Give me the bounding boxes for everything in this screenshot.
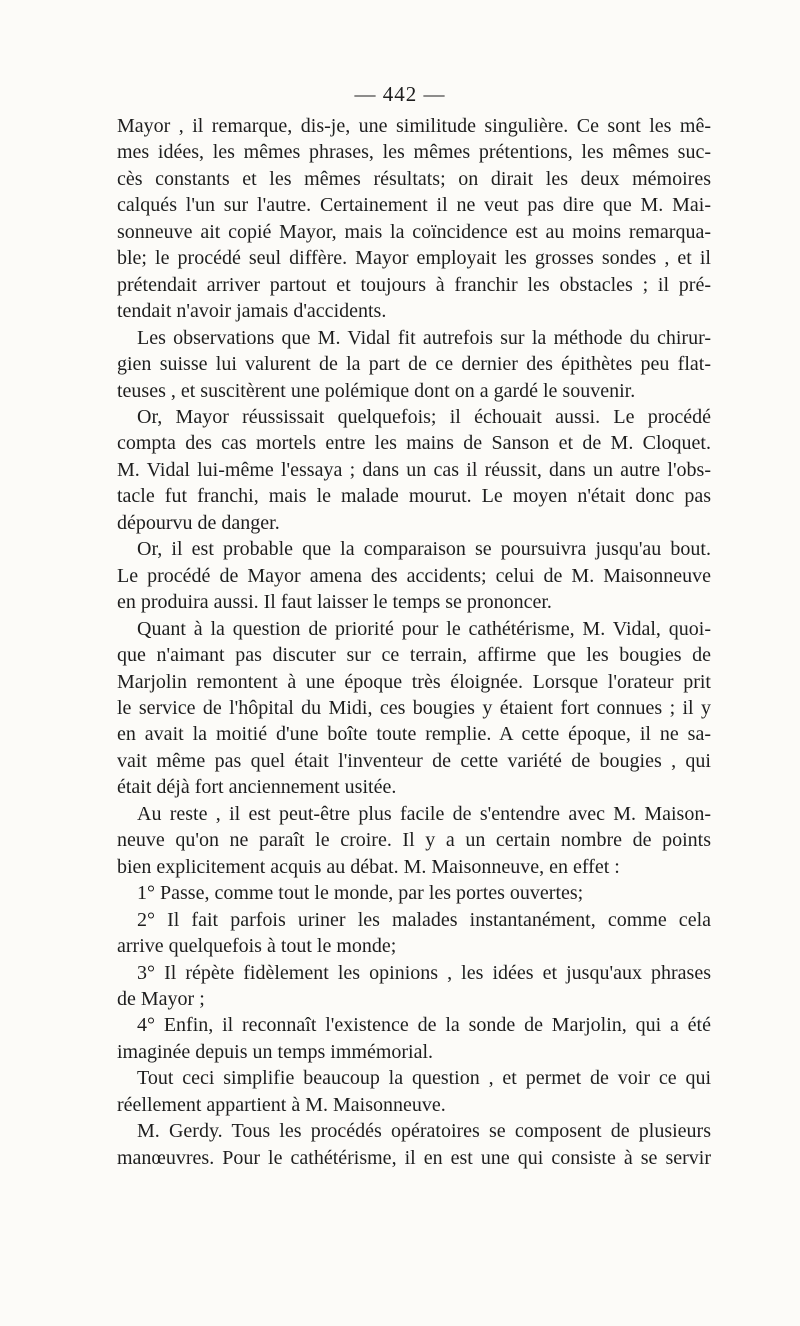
text-line: Au reste , il est peut-être plus facile de s'entendre avec M. Maison-: [137, 802, 711, 825]
text-line: Or, il est probable que la comparaison se poursuivra jusqu'au bout.: [137, 538, 711, 561]
text-line: manœuvres. Pour le cathétérisme, il en est une qui consiste à se servir: [117, 1146, 711, 1169]
text-line: ble; le procédé seul diffère. Mayor employait les grosses sondes , et il: [117, 247, 711, 270]
text-line: gien suisse lui valurent de la part de ce dernier des épithètes peu flat-: [117, 353, 711, 376]
body-text: [117, 113, 711, 1171]
text-line: en produira aussi. Il faut laisser le temps se prononcer.: [117, 591, 552, 614]
text-line: M. Gerdy. Tous les procédés opératoires se composent de plusieurs: [137, 1120, 711, 1143]
text-line: calqués l'un sur l'autre. Certainement il ne veut pas dire que M. Mai-: [117, 194, 711, 217]
text-line: imaginée depuis un temps immémorial.: [117, 1040, 434, 1063]
text-line: dépourvu de danger.: [117, 511, 280, 534]
text-line: bien explicitement acquis au débat. M. Maisonneuve, en effet :: [117, 855, 620, 878]
text-line: était déjà fort anciennement usitée.: [117, 776, 397, 799]
text-line: Tout ceci simplifie beaucoup la question , et permet de voir ce qui: [137, 1067, 711, 1090]
text-line: M. Vidal lui-même l'essaya ; dans un cas il réussit, dans un autre l'obs-: [117, 458, 711, 481]
text-line: mes idées, les mêmes phrases, les mêmes prétentions, les mêmes suc-: [117, 141, 711, 164]
text-line: Quant à la question de priorité pour le cathétérisme, M. Vidal, quoi-: [137, 617, 711, 640]
text-line: en avait la moitié d'une boîte toute remplie. A cette époque, il ne sa-: [117, 723, 711, 746]
text-line: tendait n'avoir jamais d'accidents.: [117, 300, 387, 323]
text-line: sonneuve ait copié Mayor, mais la coïncidence est au moins remarqua-: [117, 220, 711, 243]
text-line: Marjolin remontent à une époque très éloignée. Lorsque l'orateur prit: [117, 670, 711, 693]
text-line: cès constants et les mêmes résultats; on dirait les deux mémoires: [117, 167, 711, 190]
text-line: que n'aimant pas discuter sur ce terrain, affirme que les bougies de: [117, 644, 711, 667]
text-line: compta des cas mortels entre les mains de Sanson et de M. Cloquet.: [117, 432, 711, 455]
text-line: tacle fut franchi, mais le malade mourut. Le moyen n'était donc pas: [117, 485, 711, 508]
text-line: Le procédé de Mayor amena des accidents; celui de M. Maisonneuve: [117, 564, 711, 587]
text-line: de Mayor ;: [117, 987, 205, 1010]
text-line: 2° Il fait parfois uriner les malades instantanément, comme cela: [137, 908, 711, 931]
text-line: Les observations que M. Vidal fit autrefois sur la méthode du chirur-: [137, 326, 711, 349]
text-line: teuses , et suscitèrent une polémique dont on a gardé le souvenir.: [117, 379, 636, 402]
text-line: vait même pas quel était l'inventeur de cette variété de bougies , qui: [117, 749, 711, 772]
text-line: 4° Enfin, il reconnaît l'existence de la sonde de Marjolin, qui a été: [137, 1014, 711, 1037]
text-line: le service de l'hôpital du Midi, ces bougies y étaient fort connues ; il y: [117, 696, 711, 719]
text-line: 1° Passe, comme tout le monde, par les portes ouvertes;: [137, 882, 584, 905]
text-line: prétendait arriver partout et toujours à franchir les obstacles ; il pré-: [117, 273, 711, 296]
text-line: neuve qu'on ne paraît le croire. Il y a un certain nombre de points: [117, 829, 711, 852]
text-line: arrive quelquefois à tout le monde;: [117, 935, 397, 958]
text-line: 3° Il répète fidèlement les opinions , les idées et jusqu'aux phrases: [137, 961, 711, 984]
text-line: Mayor , il remarque, dis-je, une similitude singulière. Ce sont les mê-: [117, 115, 711, 137]
page-number-header: — 442 —: [354, 82, 446, 106]
text-line: Or, Mayor réussissait quelquefois; il échouait aussi. Le procédé: [137, 405, 711, 428]
text-line: réellement appartient à M. Maisonneuve.: [117, 1093, 446, 1116]
